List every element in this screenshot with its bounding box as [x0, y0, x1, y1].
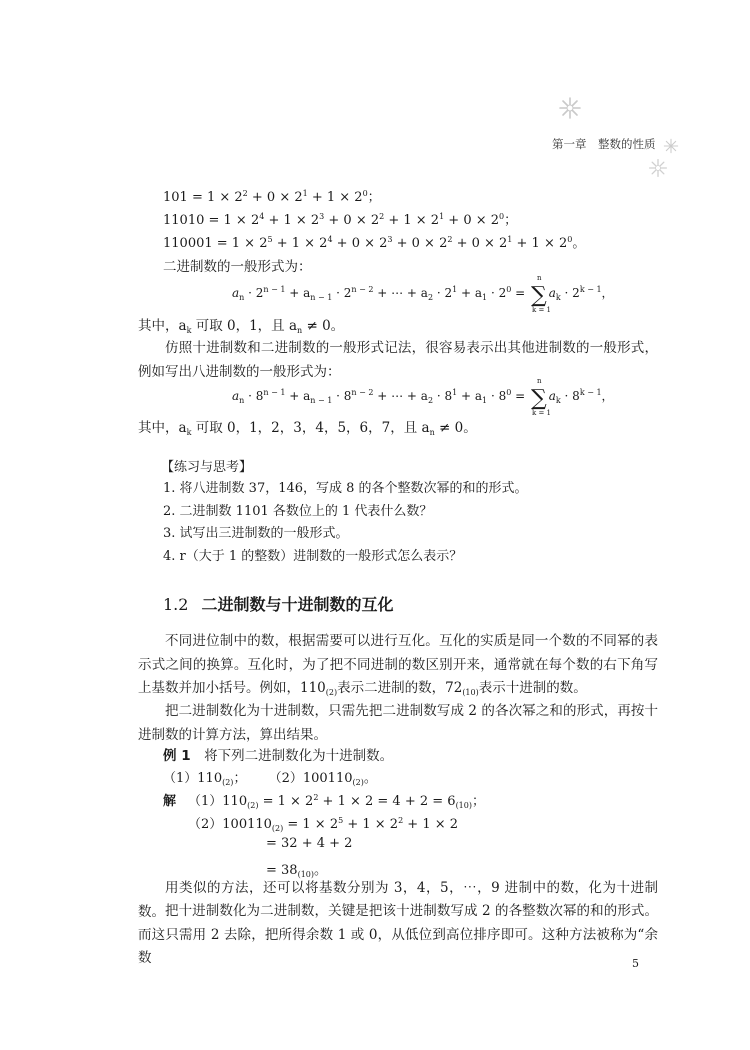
general-binary-condition: 其中，$a_k$ 可取 0，1，且 $a_n \ne 0$。 [138, 318, 345, 335]
chapter-header: 第一章 整数的性质 [552, 137, 656, 151]
general-binary-intro: 二进制数的一般形式为： [163, 259, 312, 275]
exercise-item: 4. r（大于 1 的整数）进制数的一般形式怎么表示？ [163, 548, 463, 564]
octal-condition: 其中，$a_k$ 可取 0，1，2，3，4，5，6，7，且 $a_n \ne 0$。 [138, 420, 477, 437]
binary-example-101: $101 = 1 \times 2^2 + 0 \times 2^1 + 1 \times 2^0$； [163, 189, 381, 205]
solution-line-4: = $38_{(10)}$。 [266, 863, 328, 879]
flower-icon [663, 138, 679, 154]
exercises-title: 【练习与思考】 [161, 460, 253, 475]
example-1: 例 1 将下列二进制数化为十进制数。 [163, 748, 394, 764]
summation-symbol: ∑ n k = 1 [531, 377, 552, 417]
exercise-item: 3. 试写出三进制数的一般形式。 [163, 526, 349, 541]
section-number: 1.2 [163, 595, 189, 614]
section-title: 二进制数与十进制数的互化 [201, 595, 394, 614]
exercises-list [163, 478, 528, 568]
solution-line-3: = 32 + 4 + 2 [266, 836, 353, 851]
conversion-intro-paragraph: 不同进位制中的数，根据需要可以进行互化。互化的实质是同一个数的不同幂的表示式之间的换算。互化时，为了把不同进制的数区别开来，通常就在每个数的右下角写上基数并加小括号。例如，$110_{(2)}$表示二进制的数，$72_{(10)}$表示十进制的数。 [138, 633, 658, 697]
binary-example-11010: $11010 = 1 \times 2^4 + 1 \times 2^3 + 0 \times 2^2 + 1 \times 2^1 + 0 \times 2^0$； [163, 212, 518, 228]
binary-to-decimal-paragraph: 把二进制数化为十进制数，只需先把二进制数写成 2 的各次幂之和的形式，再按十进制数的计算方法，算出结果。 [138, 703, 658, 743]
example-questions: $(1)110_{(2)}$； $(2)100110_{(2)}$。 [163, 771, 377, 787]
decimal-to-binary-paragraph: 把十进制数化为二进制数，关键是把该十进制数写成 2 的各整数次幂的和的形式。而这只需用 2 去除，把所得余数 1 或 0，从低位到高位排序即可。这种方法被称为“余数 [138, 903, 658, 966]
solution-line-1: 解 $(1)110_{(2)} = 1 \times 2^2 + 1 \times 2 = 4 + 2 = 6_{(10)}$； [163, 793, 485, 810]
flower-icon [648, 158, 668, 178]
octal-formula: $a_n \cdot 8^{n - 1} + a_{n - 1} \cdot 8^{n - 2}$ + ⋯ + $a_2 \cdot 8^1 + a_1 \cdot 8^0$ = ∑ n k = 1 $a_k \cdot 8^{k - 1}$， [232, 377, 614, 417]
exercise-item: 1. 将八进制数 37，146，写成 8 的各个整数次幂的和的形式。 [163, 481, 528, 496]
page-number: 5 [632, 957, 639, 970]
other-bases-paragraph: 用类似的方法，还可以将基数分别为 3，4，5，⋯，9 进制中的数，化为十进制数。 [138, 880, 658, 920]
flower-icon [558, 96, 582, 120]
example-label: 例 1 [163, 748, 191, 764]
general-binary-formula: $a_n \cdot 2^{n - 1} + a_{n - 1} \cdot 2^{n - 2}$ + ⋯ + $a_2 \cdot 2^1 + a_1 \cdot 2^0$ = ∑ n k = 1 $a_k \cdot 2^{k - 1}$， [232, 274, 614, 314]
binary-example-110001: $110001 = 1 \times 2^5 + 1 \times 2^4 + 0 \times 2^3 + 0 \times 2^2 + 0 \times 2^1 + 1 \times 2^0$。 [163, 235, 586, 251]
solution-label: 解 [163, 794, 177, 809]
section-heading [163, 592, 394, 615]
exercise-item: 2. 二进制数 1101 各数位上的 1 代表什么数？ [163, 503, 433, 519]
summation-symbol: ∑ n k = 1 [531, 274, 552, 314]
solution-line-2: $(2)100110_{(2)} = 1 \times 2^5 + 1 \times 2^2 + 1 \times 2$ [188, 816, 459, 833]
octal-paragraph: 仿照十进制数和二进制数的一般形式记法，很容易表示出其他进制数的一般形式，例如写出八进制数的一般形式为： [138, 340, 658, 380]
